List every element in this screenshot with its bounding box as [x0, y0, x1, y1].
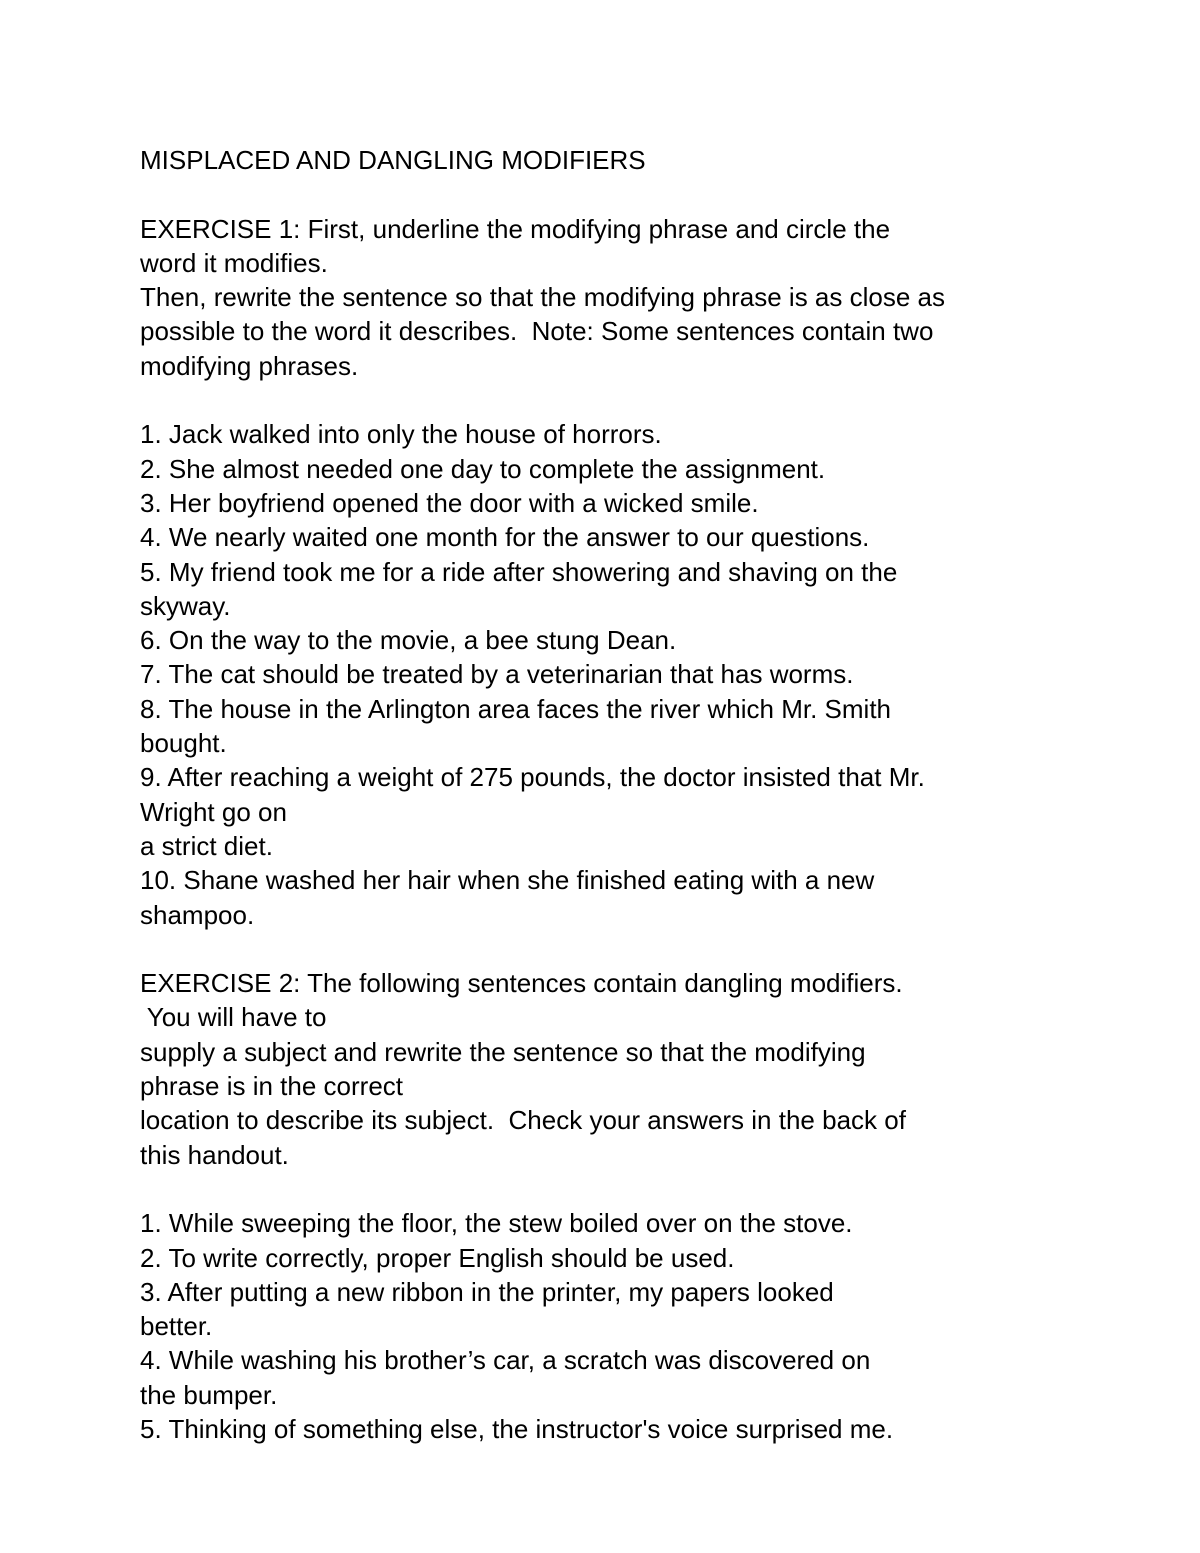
list-item: 1. Jack walked into only the house of horrors. — [140, 419, 662, 450]
list-item: the bumper. — [140, 1379, 278, 1410]
list-item: 9. After reaching a weight of 275 pounds, the doctor insisted that Mr. — [140, 762, 925, 793]
instruction-line: EXERCISE 1: First, underline the modifying phrase and circle the — [140, 213, 891, 244]
spacer — [140, 383, 1070, 417]
list-item: 3. After putting a new ribbon in the printer, my papers looked — [140, 1276, 834, 1307]
list-item: 5. My friend took me for a ride after showering and shaving on the — [140, 556, 898, 587]
list-item: 2. She almost needed one day to complete the assignment. — [140, 453, 826, 484]
list-item: 5. Thinking of something else, the instructor's voice surprised me. — [140, 1413, 894, 1444]
instruction-line: Then, rewrite the sentence so that the modifying phrase is as close as — [140, 282, 945, 313]
exercise-2-instructions — [140, 966, 1070, 1172]
instruction-line: You will have to — [140, 1002, 327, 1033]
list-item: 10. Shane washed her hair when she finished eating with a new — [140, 865, 875, 896]
instruction-line: location to describe its subject. Check your answers in the back of — [140, 1105, 906, 1136]
list-item: 4. We nearly waited one month for the answer to our questions. — [140, 522, 870, 553]
exercise-1-list — [140, 417, 1070, 931]
list-item: 4. While washing his brother’s car, a scratch was discovered on — [140, 1345, 871, 1376]
document-page — [140, 143, 1070, 1446]
instruction-line: possible to the word it describes. Note: Some sentences contain two — [140, 316, 934, 347]
list-item: 3. Her boyfriend opened the door with a wicked smile. — [140, 487, 759, 518]
list-item: shampoo. — [140, 899, 255, 930]
instruction-line: supply a subject and rewrite the sentence so that the modifying — [140, 1036, 866, 1067]
page-title: MISPLACED AND DANGLING MODIFIERS — [140, 145, 646, 175]
list-item: skyway. — [140, 590, 231, 621]
list-item: 6. On the way to the movie, a bee stung Dean. — [140, 625, 677, 656]
spacer — [140, 1172, 1070, 1206]
instruction-line: this handout. — [140, 1139, 289, 1170]
spacer — [140, 932, 1070, 966]
list-item: 7. The cat should be treated by a veterinarian that has worms. — [140, 659, 854, 690]
instruction-line: modifying phrases. — [140, 350, 359, 381]
instruction-line: EXERCISE 2: The following sentences contain dangling modifiers. — [140, 968, 903, 999]
list-item: 2. To write correctly, proper English should be used. — [140, 1242, 735, 1273]
list-item: 8. The house in the Arlington area faces the river which Mr. Smith — [140, 693, 892, 724]
list-item: 1. While sweeping the floor, the stew boiled over on the stove. — [140, 1208, 853, 1239]
instruction-line: phrase is in the correct — [140, 1071, 404, 1102]
instruction-line: word it modifies. — [140, 247, 328, 278]
exercise-2-list — [140, 1206, 1070, 1446]
list-item: a strict diet. — [140, 830, 273, 861]
list-item: better. — [140, 1311, 213, 1342]
exercise-1-instructions — [140, 212, 1070, 383]
list-item: Wright go on — [140, 796, 287, 827]
spacer — [140, 177, 1070, 211]
list-item: bought. — [140, 728, 227, 759]
